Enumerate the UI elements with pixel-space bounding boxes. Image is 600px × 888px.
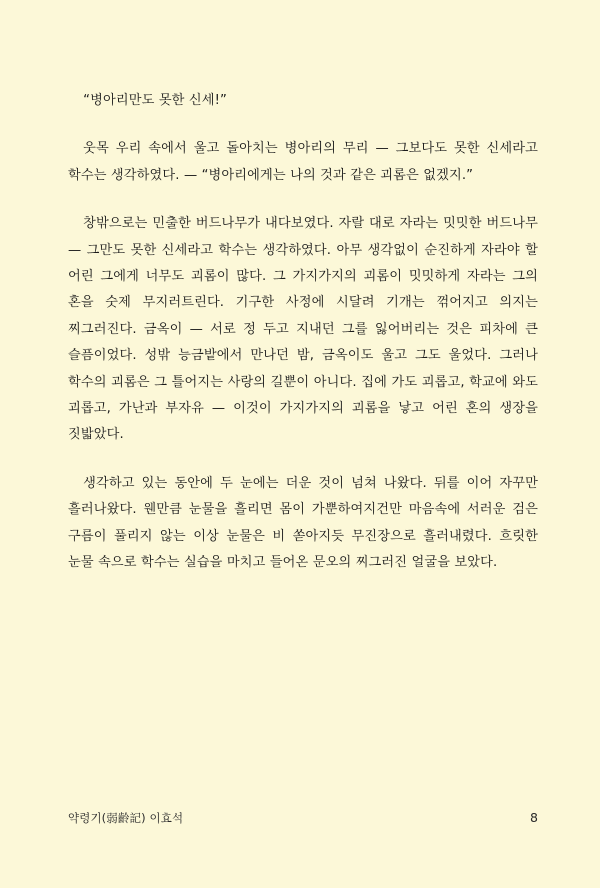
paragraph-quote: “병아리만도 못한 신세!” [83, 93, 228, 108]
paragraph-2: 웃목 우리 속에서 울고 돌아치는 병아리의 무리 — 그보다도 못한 신세라고 학수는 생각하였다. — “병아리에게는 나의 것과 같은 괴롬은 없겠지.” [68, 141, 538, 183]
page-footer [68, 810, 538, 826]
page-body [68, 88, 538, 577]
paragraph-3: 창밖으로는 민출한 버드나무가 내다보였다. 자랄 대로 자라는 밋밋한 버드나무 — 그만도 못한 신세라고 학수는 생각하였다. 아무 생각없이 순진하게 자라야 할 어린 그에게 너무도 괴롬이 많다. 그 가지가지의 괴롬이 밋밋하게 자라는 그의 혼을 숫제 무지러트린다. 기구한 사정에 시달려 기개는 꺾어지고 의지는 찌그러진다. 금옥이 — 서로 정 두고 지내던 그를 잃어버리는 것은 피차에 큰 슬픔이었다. 성밖 능금밭에서 만나던 밤, 금옥이도 울고 그도 울었다. 그러나 학수의 괴롬은 그 틀어지는 사랑의 길뿐이 아니다. 집에 가도 괴롭고, 학교에 와도 괴롭고, 가난과 부자유 — 이것이 가지가지의 괴롬을 낳고 어린 혼의 생장을 짓밟았다. [68, 216, 538, 443]
paragraph-4: 생각하고 있는 동안에 두 눈에는 더운 것이 넘쳐 나왔다. 뒤를 이어 자꾸만 흘러나왔다. 웬만큼 눈물을 흘리면 몸이 가뿐하여지건만 마음속에 서러운 검은 구름이 풀리지 않는 이상 눈물은 비 쏟아지듯 무진장으로 흘러내렸다. 흐릿한 눈물 속으로 학수는 실습을 마치고 들어온 문오의 찌그러진 얼굴을 보았다. [68, 475, 538, 571]
footer-title: 약령기(弱齡記) 이효석 [68, 811, 184, 825]
page-number: 8 [530, 810, 538, 825]
